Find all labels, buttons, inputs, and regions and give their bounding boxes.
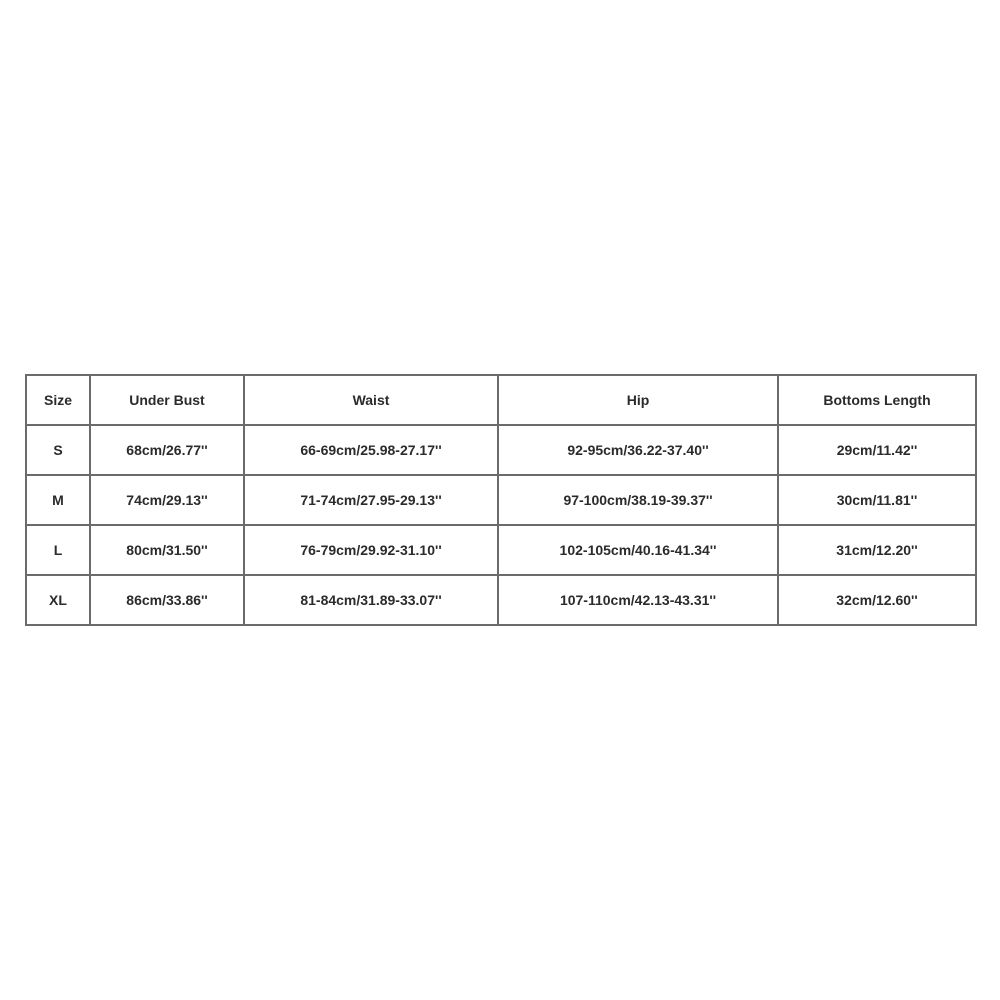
cell-hip: 97-100cm/38.19-39.37'': [498, 475, 778, 525]
cell-waist: 81-84cm/31.89-33.07'': [244, 575, 498, 625]
size-chart-table: [25, 374, 977, 626]
table-header-row: [26, 375, 976, 425]
header-hip: Hip: [498, 375, 778, 425]
cell-bottoms-length: 32cm/12.60'': [778, 575, 976, 625]
cell-under-bust: 86cm/33.86'': [90, 575, 244, 625]
cell-hip: 92-95cm/36.22-37.40'': [498, 425, 778, 475]
cell-bottoms-length: 30cm/11.81'': [778, 475, 976, 525]
cell-under-bust: 74cm/29.13'': [90, 475, 244, 525]
cell-under-bust: 68cm/26.77'': [90, 425, 244, 475]
cell-size: L: [26, 525, 90, 575]
header-size: Size: [26, 375, 90, 425]
header-bottoms-length: Bottoms Length: [778, 375, 976, 425]
table-row: [26, 425, 976, 475]
cell-bottoms-length: 31cm/12.20'': [778, 525, 976, 575]
table-row: [26, 525, 976, 575]
cell-size: M: [26, 475, 90, 525]
table-row: [26, 575, 976, 625]
header-waist: Waist: [244, 375, 498, 425]
cell-size: S: [26, 425, 90, 475]
table-row: [26, 475, 976, 525]
cell-waist: 66-69cm/25.98-27.17'': [244, 425, 498, 475]
cell-waist: 76-79cm/29.92-31.10'': [244, 525, 498, 575]
cell-waist: 71-74cm/27.95-29.13'': [244, 475, 498, 525]
cell-hip: 102-105cm/40.16-41.34'': [498, 525, 778, 575]
header-under-bust: Under Bust: [90, 375, 244, 425]
cell-bottoms-length: 29cm/11.42'': [778, 425, 976, 475]
cell-under-bust: 80cm/31.50'': [90, 525, 244, 575]
cell-hip: 107-110cm/42.13-43.31'': [498, 575, 778, 625]
cell-size: XL: [26, 575, 90, 625]
